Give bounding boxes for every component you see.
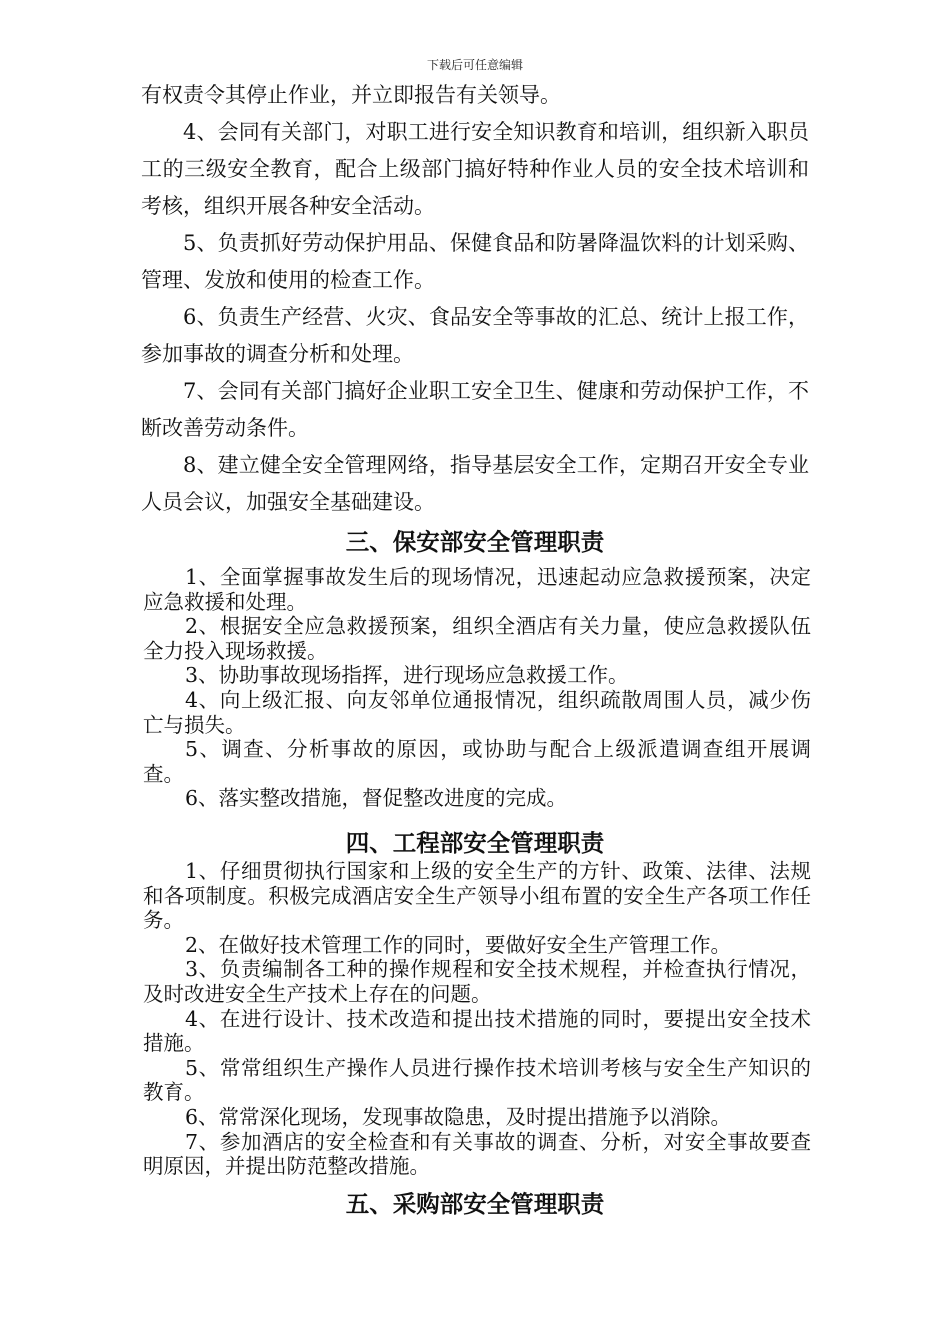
- paragraph-item: 3、负责编制各工种的操作规程和安全技术规程，并检查执行情况，及时改进安全生产技术上存在的问题。: [143, 957, 811, 1006]
- paragraph-item: 7、会同有关部门搞好企业职工安全卫生、健康和劳动保护工作，不断改善劳动条件。: [141, 379, 809, 440]
- paragraph-item: 8、建立健全安全管理网络，指导基层安全工作，定期召开安全专业人员会议，加强安全基础建设。: [141, 453, 809, 514]
- paragraph-item: 4、向上级汇报、向友邻单位通报情况，组织疏散周围人员，减少伤亡与损失。: [143, 687, 811, 737]
- paragraph-item: 1、全面掌握事故发生后的现场情况，迅速起动应急救援预案，决定应急救援和处理。: [143, 565, 811, 614]
- paragraph-item: 6、负责生产经营、火灾、食品安全等事故的汇总、统计上报工作，参加事故的调查分析和处理。: [141, 305, 809, 366]
- section-heading: 四、工程部安全管理职责: [345, 829, 605, 857]
- section-heading: 三、保安部安全管理职责: [345, 528, 605, 556]
- paragraph-item: 4、在进行设计、技术改造和提出技术措施的同时，要提出安全技术措施。: [143, 1006, 811, 1056]
- section-1-list: [141, 77, 809, 521]
- section-4-list: [143, 859, 811, 1179]
- page-header: 下载后可任意编辑: [426, 58, 523, 72]
- paragraph-item: 2、在做好技术管理工作的同时，要做好安全生产管理工作。: [185, 932, 732, 957]
- paragraph-item: 7、参加酒店的安全检查和有关事故的调查、分析，对安全事故要查明原因，并提出防范整改措施。: [143, 1129, 811, 1179]
- section-heading: 五、采购部安全管理职责: [345, 1190, 605, 1218]
- paragraph-item: 6、常常深化现场，发现事故隐患，及时提出措施予以消除。: [185, 1104, 732, 1129]
- paragraph-item: 2、根据安全应急救援预案，组织全酒店有关力量，使应急救援队伍全力投入现场救援。: [143, 614, 811, 663]
- paragraph-item: 4、会同有关部门，对职工进行安全知识教育和培训，组织新入职员工的三级安全教育，配合上级部门搞好特种作业人员的安全技术培训和考核，组织开展各种安全活动。: [141, 120, 809, 218]
- paragraph-item: 1、仔细贯彻执行国家和上级的安全生产的方针、政策、法律、法规和各项制度。积极完成酒店安全生产领导小组布置的安全生产各项工作任务。: [143, 859, 811, 933]
- paragraph-continuation: 有权责令其停止作业，并立即报告有关领导。: [141, 83, 561, 107]
- paragraph-item: 5、常常组织生产操作人员进行操作技术培训考核与安全生产知识的教育。: [143, 1055, 811, 1105]
- paragraph-item: 5、负责抓好劳动保护用品、保健食品和防暑降温饮料的计划采购、管理、发放和使用的检查工作。: [141, 231, 809, 292]
- paragraph-item: 3、协助事故现场指挥，进行现场应急救援工作。: [185, 663, 629, 688]
- paragraph-item: 6、落实整改措施，督促整改进度的完成。: [185, 786, 568, 811]
- paragraph-item: 5、调查、分析事故的原因，或协助与配合上级派遣调查组开展调查。: [143, 737, 811, 786]
- section-3-list: [143, 565, 811, 811]
